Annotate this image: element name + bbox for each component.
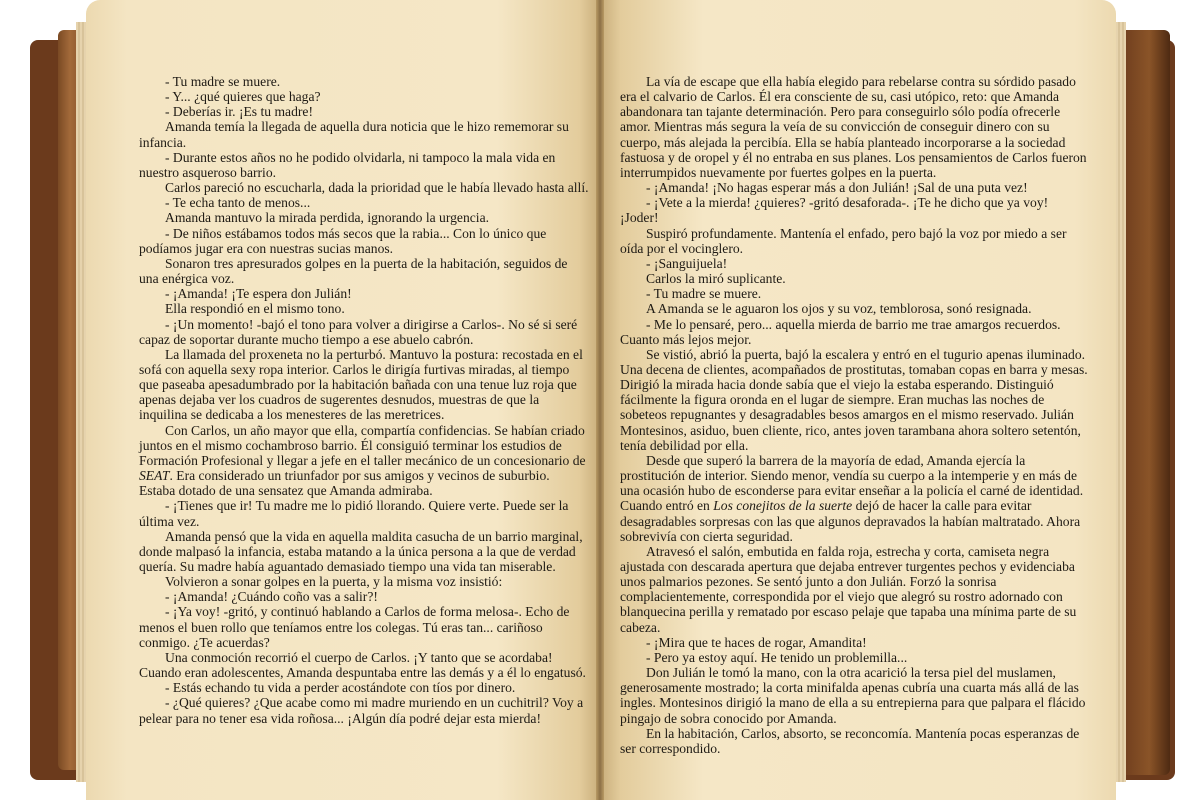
paragraph: En la habitación, Carlos, absorto, se reconcomía. Mantenía pocas esperanzas de ser correspondido. [620, 725, 1080, 756]
paragraph: - ¡Sanguijuela! [646, 255, 728, 271]
paragraph: Atravesó el salón, embutida en falda roja, estrecha y corta, camiseta negra ajustada con descarada apertura que dejaba entrever turgentes pechos y evidenciaba unos palmarios pezones. Se sentó junto a don Julián. Forzó la sonrisa complacientemente, correspondida por el viejo que alegró su rostro adornado con blanquecina perilla y rematado por escaso pelaje que tapaba una mínima parte de su cabeza. [620, 543, 1077, 635]
paragraph: - ¡Amanda! ¡No hagas esperar más a don Julián! ¡Sal de una puta vez! [646, 180, 1028, 196]
paragraph: - Pero ya estoy aquí. He tenido un problemilla... [646, 649, 908, 665]
paragraph: Una conmoción recorrió el cuerpo de Carlos. ¡Y tanto que se acordaba! Cuando eran adolescentes, Amanda despuntaba entre las demás y a él lo engatusó. [139, 649, 586, 681]
paragraph: - Durante estos años no he podido olvidarla, ni tampoco la mala vida en nuestro asqueroso barrio. [139, 149, 556, 180]
paragraph: Carlos la miró suplicante. [646, 271, 786, 287]
right-page [600, 0, 1116, 800]
paragraph: - ¡Un momento! -bajó el tono para volver a dirigirse a Carlos-. No sé si seré capaz de soportar durante mucho tiempo a ese abuelo cabrón. [139, 316, 578, 347]
paragraph-text: dejó de hacer la calle para evitar desagradables sorpresas con las que algunos depravados la habían maltratado. Ahora sobrevivía con cierta seguridad. [620, 498, 1081, 544]
paragraph [620, 453, 1090, 544]
paragraph: - ¡Amanda! ¿Cuándo coño vas a salir?! [165, 589, 378, 605]
paragraph: Don Julián le tomó la mano, con la otra acarició la tersa piel del muslamen, generosamente mostrado; la corta minifalda apenas cubría una cuarta más allá de las ingles. Montesinos dirigió la mano de ella a su entrepierna para que palpara el flácido pingajo de sobra conocido por Amanda. [620, 665, 1086, 726]
left-page-text [139, 74, 589, 726]
paragraph: - Y... ¿qué quieres que haga? [165, 89, 321, 105]
venue-name-italic: Los conejitos de la suerte [713, 498, 853, 514]
paragraph: - Deberías ir. ¡Es tu madre! [165, 104, 313, 120]
paragraph: Se vistió, abrió la puerta, bajó la escalera y entró en el tugurio apenas iluminado. Una decena de clientes, acompañados de prostitutas, tomaban copas en barra y mesas. Dirigió la mirada hacia donde sabía que el viejo la estaba esperando. Distinguió fácilmente la figura oronda en el lugar de siempre. Eran muchas las noches de sobeteos repugnantes y desagradables besos amargos en el mismo reservado. Julián Montesinos, asiduo, buen cliente, rico, antes joven tarambana ahora soltero setentón, tenía debilidad por ella. [620, 346, 1088, 453]
left-page [86, 0, 600, 800]
paragraph: - Tu madre se muere. [646, 286, 762, 302]
paragraph: Amanda temía la llegada de aquella dura noticia que le hizo rememorar su infancia. [139, 119, 569, 150]
paragraph: - ¡Amanda! ¡Te espera don Julián! [165, 286, 352, 302]
paragraph: A Amanda se le aguaron los ojos y su voz, temblorosa, sonó resignada. [646, 301, 1032, 317]
paragraph: Sonaron tres apresurados golpes en la puerta de la habitación, seguidos de una enérgica voz. [139, 255, 568, 287]
paragraph: Amanda pensó que la vida en aquella maldita casucha de un barrio marginal, donde malpasó la infancia, estaba matando a la única persona a la que de verdad quería. Su madre había aguantado demasiado tiempo una vida tan miserable. [139, 528, 583, 574]
paragraph: - ¡Mira que te haces de rogar, Amandita! [646, 634, 867, 650]
paragraph: - Me lo pensaré, pero... aquella mierda de barrio me trae amargos recuerdos. Cuanto más lejos mejor. [620, 316, 1061, 347]
paragraph-text: Con Carlos, un año mayor que ella, compartía confidencias. Se habían criado juntos en el mismo cochambroso barrio. Él consiguió terminar los estudios de Formación Profesional y llegar a jefe en el taller mecánico de un concesionario de [139, 422, 586, 468]
paragraph: Carlos pareció no escucharla, dada la prioridad que le había llevado hasta allí. [165, 180, 589, 196]
brand-name-italic: SEAT [139, 468, 170, 484]
paragraph: - Estás echando tu vida a perder acostándote con tíos por dinero. [165, 680, 516, 696]
paragraph: - Tu madre se muere. [165, 74, 281, 89]
paragraph: - Te echa tanto de menos... [165, 195, 311, 211]
paragraph: - ¡Vete a la mierda! ¿quieres? -gritó desaforada-. ¡Te he dicho que ya voy! ¡Joder! [620, 195, 1049, 226]
paragraph: - De niños estábamos todos más secos que la rabia... Con lo único que podíamos jugar era con nuestras sucias manos. [139, 225, 547, 256]
book-gutter [596, 0, 604, 800]
paragraph: La vía de escape que ella había elegido para rebelarse contra su sórdido pasado era el calvario de Carlos. Él era consciente de su, casi utópico, reto: que Amanda abandonara tan tajante determinación. Pero para conseguirlo sólo podía ofrecerle amor. Mientras más segura la veía de su convicción de conseguir dinero con su cuerpo, más alejada la percibía. Ella se había planteado incorporarse a la sociedad fastuosa y de oropel y él no entraba en sus planes. Los pensamientos de Carlos fueron interrumpidos nuevamente por fuertes golpes en la puerta. [620, 74, 1087, 180]
paragraph [139, 423, 589, 499]
paragraph: Volvieron a sonar golpes en la puerta, y la misma voz insistió: [165, 574, 503, 590]
paragraph: Ella respondió en el mismo tono. [165, 301, 345, 317]
paragraph: Amanda mantuvo la mirada perdida, ignorando la urgencia. [165, 210, 489, 226]
paragraph-text: . Era considerado un triunfador por sus amigos y vecinos de suburbio. Estaba dotado de una sensatez que Amanda admiraba. [139, 468, 550, 499]
paragraph: Suspiró profundamente. Mantenía el enfado, pero bajó la voz por miedo a ser oída por el vocinglero. [620, 225, 1067, 256]
right-page-text [620, 74, 1090, 756]
paragraph-text: Desde que superó la barrera de la mayoría de edad, Amanda ejercía la prostitución de interior. Siendo menor, vendía su cuerpo a la intemperie y en más de una ocasión hubo de esconderse para evitar enseñar a la policía el carné de identidad. Cuando entró en [620, 452, 1084, 514]
paragraph: - ¡Tienes que ir! Tu madre me lo pidió llorando. Quiere verte. Puede ser la última vez. [139, 498, 569, 529]
paragraph: La llamada del proxeneta no la perturbó. Mantuvo la postura: recostada en el sofá con aquella sexy ropa interior. Carlos le dirigía furtivas miradas, al tiempo que paseaba apesadumbrado por la habitación bañada con una tenue luz roja que apenas dejaba ver los cuadros de sugerentes desnudos, muestras de que la inquilina se dedicaba a los menesteres de las meretrices. [139, 346, 583, 423]
paragraph: - ¡Ya voy! -gritó, y continuó hablando a Carlos de forma melosa-. Echo de menos el buen rollo que teníamos entre los colegas. Tú eras tan... cariñoso conmigo. ¿Te acuerdas? [139, 604, 570, 650]
paragraph: - ¿Qué quieres? ¿Que acabe como mi madre muriendo en un cuchitril? Voy a pelear para no tener esa vida roñosa... ¡Algún día podré dejar esta mierda! [139, 695, 584, 726]
